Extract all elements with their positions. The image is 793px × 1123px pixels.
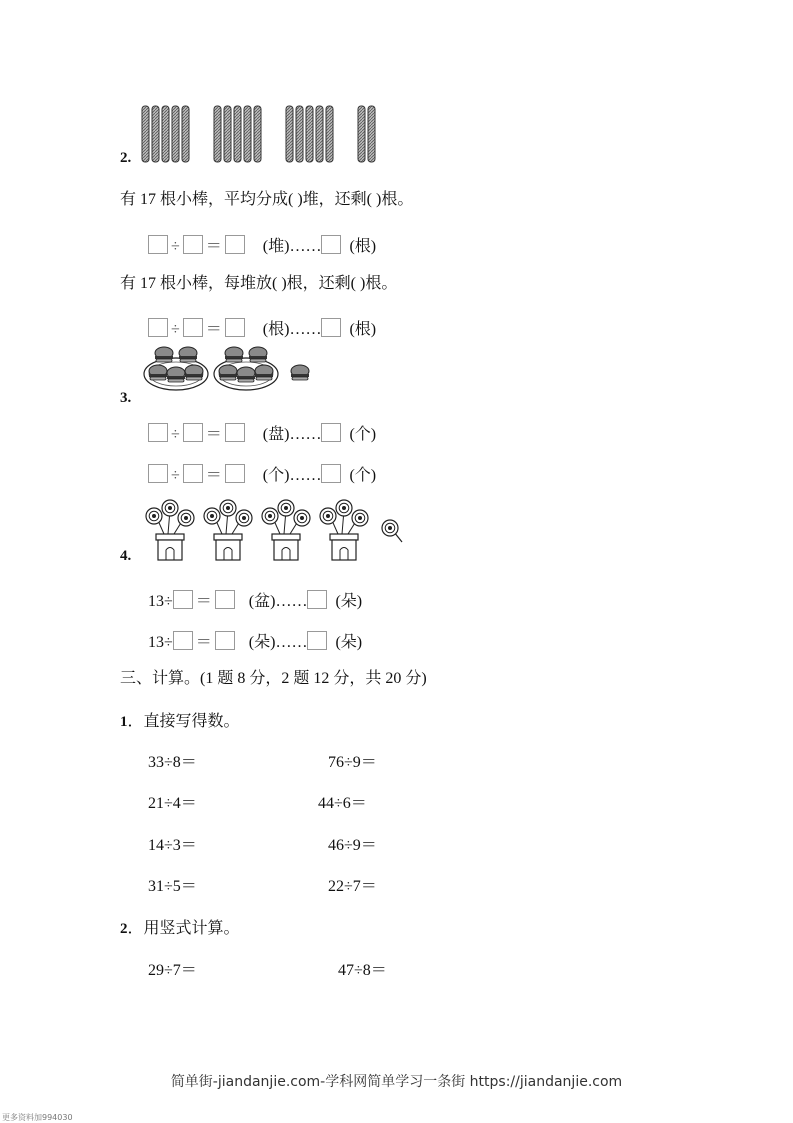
burger-bun — [226, 359, 242, 362]
q4-equation-2: 13÷ ＝ (朵)…… (朵) — [148, 631, 362, 653]
sticks-illustration — [140, 104, 410, 164]
calc-item: 33÷8＝ — [148, 754, 197, 771]
pot — [216, 540, 240, 560]
vertical-calc-item: 47÷8＝ — [338, 962, 387, 979]
burgers-on-plates-illustration — [140, 346, 340, 394]
q4-equation-1: 13÷ ＝ (盆)…… (朵) — [148, 590, 362, 612]
stick — [254, 106, 261, 162]
answer-box[interactable] — [173, 590, 193, 609]
q2-line-2: 有 17 根小棒，每堆放( )根，还剩( )根。 — [120, 275, 398, 292]
flower-center — [284, 506, 288, 510]
answer-box[interactable] — [307, 631, 327, 650]
flower-center — [388, 526, 392, 530]
calc-item: 31÷5＝ — [148, 878, 197, 895]
answer-box[interactable] — [321, 423, 341, 442]
stick — [316, 106, 323, 162]
burger-bun — [292, 377, 308, 380]
stick — [234, 106, 241, 162]
flower-center — [268, 514, 272, 518]
answer-box[interactable] — [225, 318, 245, 337]
answer-box[interactable] — [225, 235, 245, 254]
answer-box[interactable] — [225, 423, 245, 442]
burger-bun — [156, 359, 172, 362]
burger-bun — [220, 377, 236, 380]
burger-patty — [291, 374, 309, 377]
section-3-title: 三、计算。(1 题 8 分，2 题 12 分，共 20 分) — [120, 670, 427, 687]
pot-rim — [272, 534, 300, 540]
burger-bun — [150, 377, 166, 380]
part-1-heading: 1．直接写得数。 — [120, 713, 240, 730]
flower-center — [184, 516, 188, 520]
answer-box[interactable] — [148, 235, 168, 254]
burger-patty — [167, 376, 185, 379]
flower-center — [168, 506, 172, 510]
pot-rim — [214, 534, 242, 540]
calc-item: 46÷9＝ — [328, 837, 377, 854]
calc-item: 21÷4＝ — [148, 795, 197, 812]
flower-center — [152, 514, 156, 518]
answer-box[interactable] — [307, 590, 327, 609]
stick — [182, 106, 189, 162]
burger-patty — [237, 376, 255, 379]
answer-box[interactable] — [183, 464, 203, 483]
burger-patty — [249, 356, 267, 359]
stick — [214, 106, 221, 162]
q2-equation-2: ÷ ＝ (根)…… (根) — [148, 318, 376, 340]
stick — [244, 106, 251, 162]
stick — [368, 106, 375, 162]
answer-box[interactable] — [173, 631, 193, 650]
flower-center — [358, 516, 362, 520]
flower-center — [210, 514, 214, 518]
answer-box[interactable] — [215, 631, 235, 650]
stick — [306, 106, 313, 162]
pot — [274, 540, 298, 560]
burger-bun — [256, 377, 272, 380]
vertical-calc-item: 29÷7＝ — [148, 962, 197, 979]
answer-box[interactable] — [148, 423, 168, 442]
flower-center — [326, 514, 330, 518]
footer-text: 简单街-jiandanjie.com-学科网简单学习一条街 https://jiandanjie.com — [170, 1074, 623, 1090]
flower-center — [242, 516, 246, 520]
burger-patty — [149, 374, 167, 377]
flower-center — [342, 506, 346, 510]
corner-note: 更多资料加994030 — [2, 1113, 73, 1122]
pot — [332, 540, 356, 560]
answer-box[interactable] — [225, 464, 245, 483]
answer-box[interactable] — [321, 318, 341, 337]
stick — [286, 106, 293, 162]
stick — [172, 106, 179, 162]
burger-patty — [179, 356, 197, 359]
flower-center — [300, 516, 304, 520]
answer-box[interactable] — [148, 464, 168, 483]
burger-patty — [255, 374, 273, 377]
answer-box[interactable] — [183, 235, 203, 254]
q3-equation-1: ÷ ＝ (盘)…… (个) — [148, 423, 376, 445]
question-number-3: 3. — [120, 390, 132, 406]
stick — [224, 106, 231, 162]
burger-bun — [250, 359, 266, 362]
burger-patty — [219, 374, 237, 377]
calc-item: 14÷3＝ — [148, 837, 197, 854]
burger-patty — [155, 356, 173, 359]
calc-item: 76÷9＝ — [328, 754, 377, 771]
q3-equation-2: ÷ ＝ (个)…… (个) — [148, 464, 376, 486]
answer-box[interactable] — [215, 590, 235, 609]
answer-box[interactable] — [183, 318, 203, 337]
pot-rim — [330, 534, 358, 540]
stick — [326, 106, 333, 162]
q2-line-1: 有 17 根小棒，平均分成( )堆，还剩( )根。 — [120, 191, 414, 208]
question-number-2: 2. — [120, 150, 132, 166]
burger-bun — [168, 379, 184, 382]
burger-patty — [225, 356, 243, 359]
burger-bun — [186, 377, 202, 380]
stick — [358, 106, 365, 162]
pot — [158, 540, 182, 560]
question-number-4: 4. — [120, 548, 132, 564]
burger-patty — [185, 374, 203, 377]
answer-box[interactable] — [148, 318, 168, 337]
q2-equation-1: ÷ ＝ (堆)…… (根) — [148, 235, 376, 257]
flower-center — [226, 506, 230, 510]
stick — [296, 106, 303, 162]
stick — [152, 106, 159, 162]
answer-box[interactable] — [321, 235, 341, 254]
burger-bun — [180, 359, 196, 362]
flower-pots-illustration — [140, 498, 410, 562]
part-2-heading: 2．用竖式计算。 — [120, 920, 240, 937]
calc-item: 44÷6＝ — [318, 795, 367, 812]
answer-box[interactable] — [183, 423, 203, 442]
stick — [162, 106, 169, 162]
calc-item: 22÷7＝ — [328, 878, 377, 895]
stick — [142, 106, 149, 162]
burger-bun — [238, 379, 254, 382]
pot-rim — [156, 534, 184, 540]
answer-box[interactable] — [321, 464, 341, 483]
